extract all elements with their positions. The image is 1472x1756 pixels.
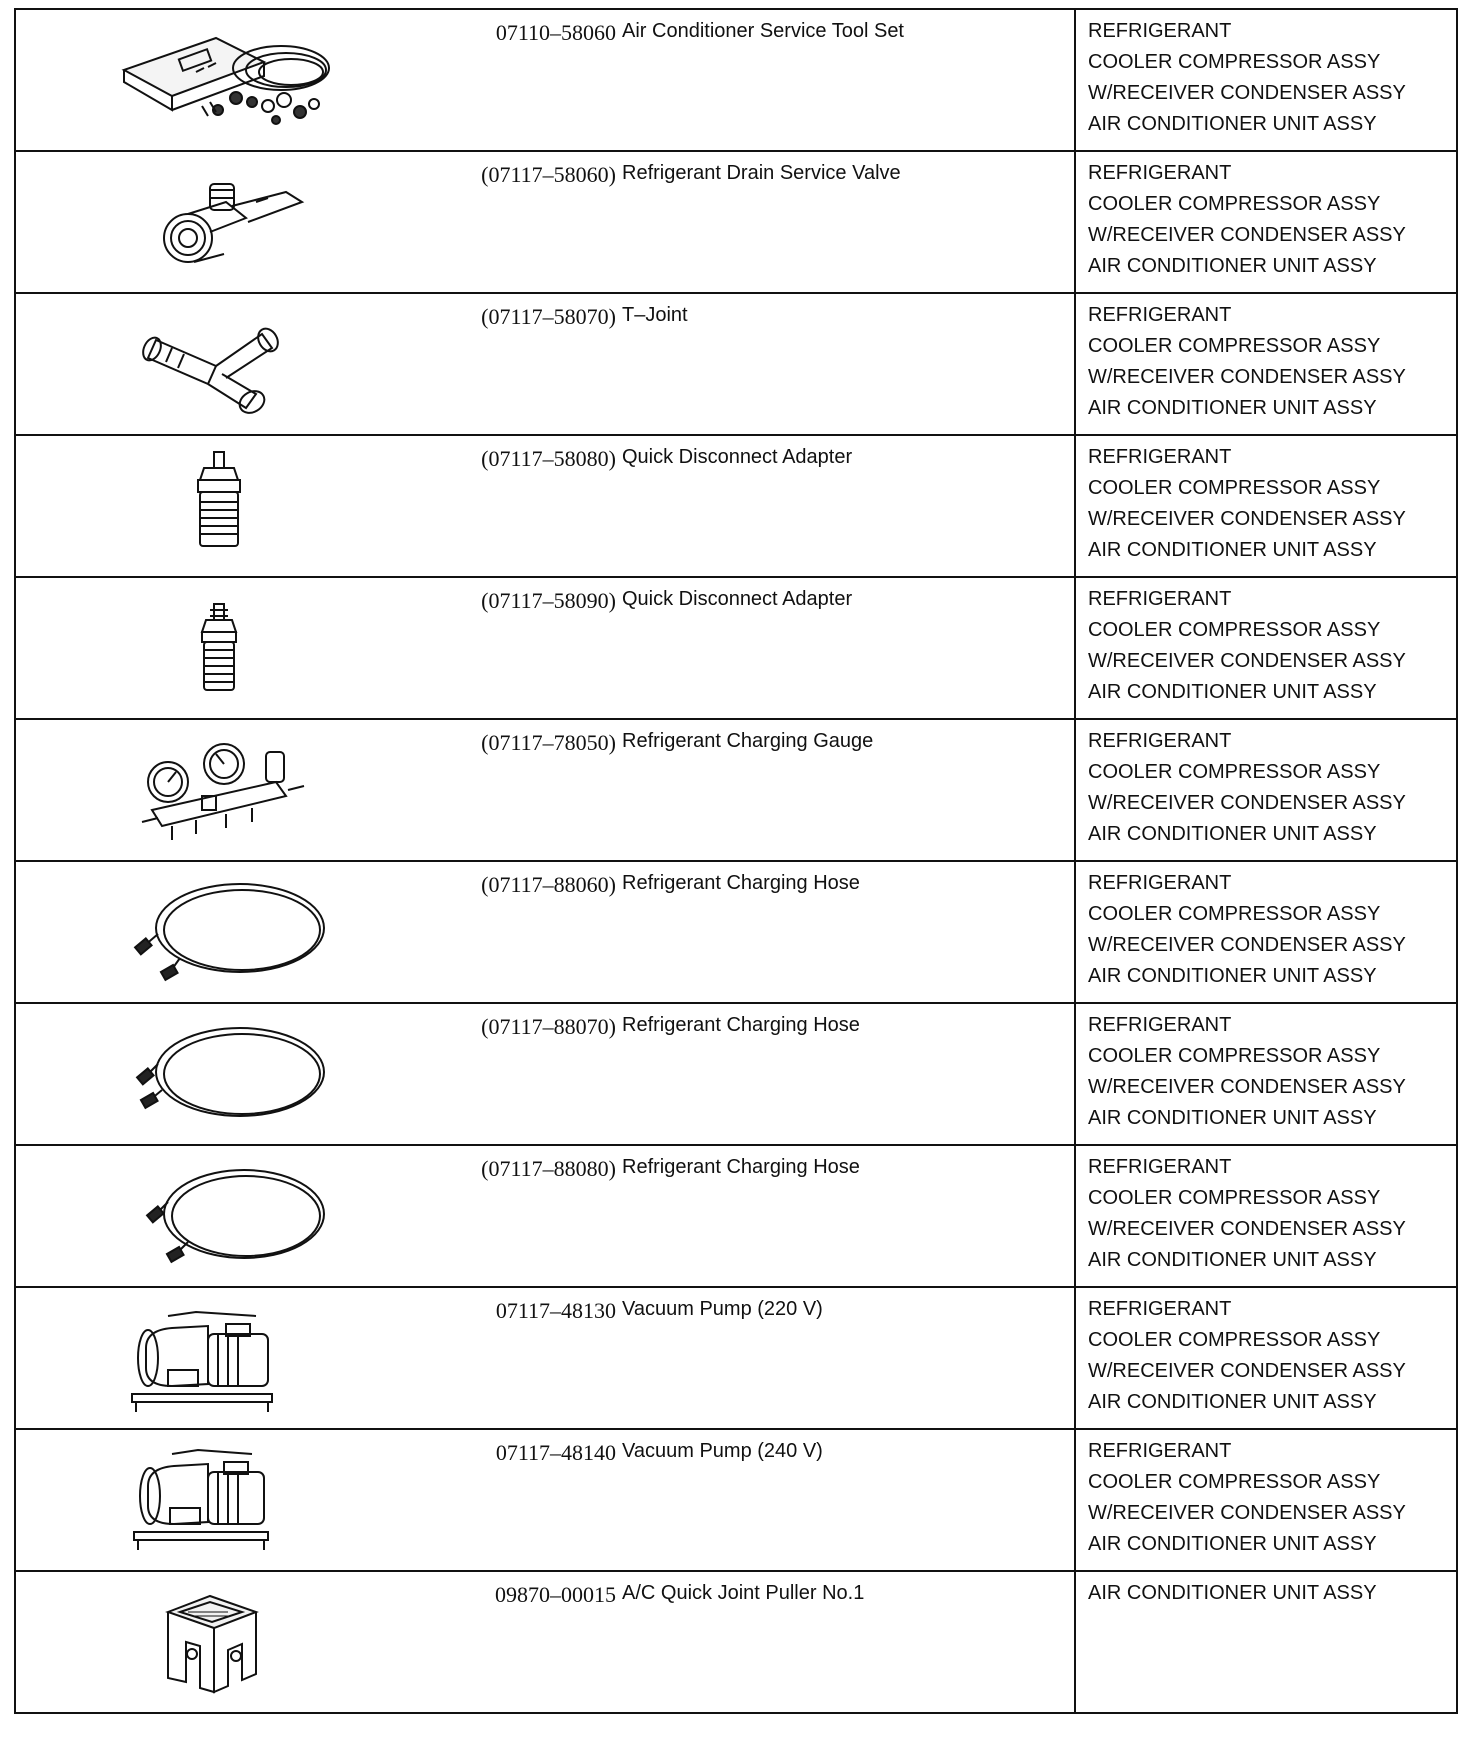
column-divider: [1074, 294, 1076, 434]
part-number: (07117–58060): [481, 162, 616, 187]
usage-item: COOLER COMPRESSOR ASSY: [1088, 903, 1381, 925]
column-divider: [1074, 10, 1076, 150]
part-number: (07117–58070): [481, 304, 616, 329]
quick-joint-puller-icon: [76, 1582, 376, 1704]
usage-item: COOLER COMPRESSOR ASSY: [1088, 1471, 1381, 1493]
part-number: (07117–88060): [481, 872, 616, 897]
t-joint-icon: [76, 304, 376, 426]
usage-item: REFRIGERANT: [1088, 588, 1232, 610]
usage-item: REFRIGERANT: [1088, 20, 1232, 42]
usage-item: COOLER COMPRESSOR ASSY: [1088, 1045, 1381, 1067]
usage-list: [1088, 584, 1458, 708]
tool-name: Air Conditioner Service Tool Set: [622, 20, 904, 42]
usage-item: AIR CONDITIONER UNIT ASSY: [1088, 823, 1377, 845]
tool-name: Quick Disconnect Adapter: [622, 446, 853, 468]
tool-name: Vacuum Pump (220 V): [622, 1298, 823, 1320]
part-number: (07117–88080): [481, 1156, 616, 1181]
usage-item: REFRIGERANT: [1088, 872, 1232, 894]
usage-item: W/RECEIVER CONDENSER ASSY: [1088, 792, 1406, 814]
tool-row: [16, 1288, 1456, 1430]
usage-list: [1088, 1436, 1458, 1560]
usage-item: W/RECEIVER CONDENSER ASSY: [1088, 650, 1406, 672]
tool-name: Refrigerant Charging Hose: [622, 1014, 860, 1036]
tool-row: [16, 1430, 1456, 1572]
usage-list: [1088, 1578, 1458, 1609]
usage-item: AIR CONDITIONER UNIT ASSY: [1088, 965, 1377, 987]
column-divider: [1074, 862, 1076, 1002]
charging-hose-icon: [76, 1014, 376, 1136]
usage-item: COOLER COMPRESSOR ASSY: [1088, 1329, 1381, 1351]
tool-row: [16, 10, 1456, 152]
part-number: 09870–00015: [495, 1582, 616, 1607]
usage-item: W/RECEIVER CONDENSER ASSY: [1088, 1360, 1406, 1382]
tool-name: Refrigerant Charging Gauge: [622, 730, 874, 752]
usage-item: REFRIGERANT: [1088, 304, 1232, 326]
column-divider: [1074, 436, 1076, 576]
usage-item: REFRIGERANT: [1088, 730, 1232, 752]
usage-item: REFRIGERANT: [1088, 446, 1232, 468]
part-number: (07117–58090): [481, 588, 616, 613]
usage-list: [1088, 300, 1458, 424]
usage-item: COOLER COMPRESSOR ASSY: [1088, 335, 1381, 357]
drain-service-valve-icon: [76, 162, 376, 284]
tool-name: Refrigerant Charging Hose: [622, 872, 860, 894]
column-divider: [1074, 720, 1076, 860]
vacuum-pump-icon: [76, 1298, 376, 1420]
part-number: (07117–58080): [481, 446, 616, 471]
usage-item: AIR CONDITIONER UNIT ASSY: [1088, 397, 1377, 419]
usage-item: AIR CONDITIONER UNIT ASSY: [1088, 1107, 1377, 1129]
usage-item: W/RECEIVER CONDENSER ASSY: [1088, 1502, 1406, 1524]
tool-name: Refrigerant Charging Hose: [622, 1156, 860, 1178]
usage-item: COOLER COMPRESSOR ASSY: [1088, 51, 1381, 73]
quick-disconnect-adapter-icon: [76, 588, 376, 710]
tool-row: [16, 1572, 1456, 1712]
usage-list: [1088, 868, 1458, 992]
tool-name: A/C Quick Joint Puller No.1: [622, 1582, 865, 1604]
usage-item: AIR CONDITIONER UNIT ASSY: [1088, 113, 1377, 135]
usage-list: [1088, 726, 1458, 850]
usage-item: W/RECEIVER CONDENSER ASSY: [1088, 224, 1406, 246]
usage-item: COOLER COMPRESSOR ASSY: [1088, 477, 1381, 499]
usage-item: AIR CONDITIONER UNIT ASSY: [1088, 1533, 1377, 1555]
quick-disconnect-adapter-icon: [76, 446, 376, 568]
usage-item: W/RECEIVER CONDENSER ASSY: [1088, 1076, 1406, 1098]
charging-hose-icon: [76, 1156, 376, 1278]
tool-name: Vacuum Pump (240 V): [622, 1440, 823, 1462]
usage-item: W/RECEIVER CONDENSER ASSY: [1088, 508, 1406, 530]
tool-name: T–Joint: [622, 304, 688, 326]
usage-item: W/RECEIVER CONDENSER ASSY: [1088, 366, 1406, 388]
tool-row: [16, 720, 1456, 862]
tool-row: [16, 1004, 1456, 1146]
usage-list: [1088, 16, 1458, 140]
usage-item: W/RECEIVER CONDENSER ASSY: [1088, 934, 1406, 956]
tool-row: [16, 1146, 1456, 1288]
column-divider: [1074, 152, 1076, 292]
usage-list: [1088, 1294, 1458, 1418]
tool-row: [16, 862, 1456, 1004]
part-number: (07117–78050): [481, 730, 616, 755]
usage-list: [1088, 1010, 1458, 1134]
vacuum-pump-icon: [76, 1440, 376, 1562]
column-divider: [1074, 1288, 1076, 1428]
tool-row: [16, 152, 1456, 294]
usage-item: AIR CONDITIONER UNIT ASSY: [1088, 539, 1377, 561]
special-service-tools-table: [14, 8, 1458, 1714]
usage-item: REFRIGERANT: [1088, 1014, 1232, 1036]
charging-gauge-icon: [76, 730, 376, 852]
part-number: (07117–88070): [481, 1014, 616, 1039]
usage-item: AIR CONDITIONER UNIT ASSY: [1088, 255, 1377, 277]
usage-item: REFRIGERANT: [1088, 1440, 1232, 1462]
column-divider: [1074, 1004, 1076, 1144]
usage-item: COOLER COMPRESSOR ASSY: [1088, 193, 1381, 215]
tool-name: Refrigerant Drain Service Valve: [622, 162, 901, 184]
usage-item: COOLER COMPRESSOR ASSY: [1088, 761, 1381, 783]
usage-item: W/RECEIVER CONDENSER ASSY: [1088, 1218, 1406, 1240]
tool-name: Quick Disconnect Adapter: [622, 588, 853, 610]
usage-list: [1088, 158, 1458, 282]
part-number: 07117–48140: [495, 1440, 616, 1465]
usage-item: REFRIGERANT: [1088, 1298, 1232, 1320]
usage-list: [1088, 442, 1458, 566]
air-conditioner-service-tool-set-icon: [76, 20, 376, 142]
usage-item: AIR CONDITIONER UNIT ASSY: [1088, 1391, 1377, 1413]
column-divider: [1074, 1146, 1076, 1286]
charging-hose-icon: [76, 872, 376, 994]
usage-list: [1088, 1152, 1458, 1276]
usage-item: REFRIGERANT: [1088, 1156, 1232, 1178]
tool-row: [16, 436, 1456, 578]
tool-row: [16, 578, 1456, 720]
usage-item: AIR CONDITIONER UNIT ASSY: [1088, 681, 1377, 703]
usage-item: AIR CONDITIONER UNIT ASSY: [1088, 1582, 1377, 1604]
usage-item: W/RECEIVER CONDENSER ASSY: [1088, 82, 1406, 104]
usage-item: REFRIGERANT: [1088, 162, 1232, 184]
column-divider: [1074, 578, 1076, 718]
usage-item: AIR CONDITIONER UNIT ASSY: [1088, 1249, 1377, 1271]
column-divider: [1074, 1572, 1076, 1712]
part-number: 07110–58060: [495, 20, 616, 45]
part-number: 07117–48130: [495, 1298, 616, 1323]
usage-item: COOLER COMPRESSOR ASSY: [1088, 1187, 1381, 1209]
column-divider: [1074, 1430, 1076, 1570]
tool-row: [16, 294, 1456, 436]
usage-item: COOLER COMPRESSOR ASSY: [1088, 619, 1381, 641]
